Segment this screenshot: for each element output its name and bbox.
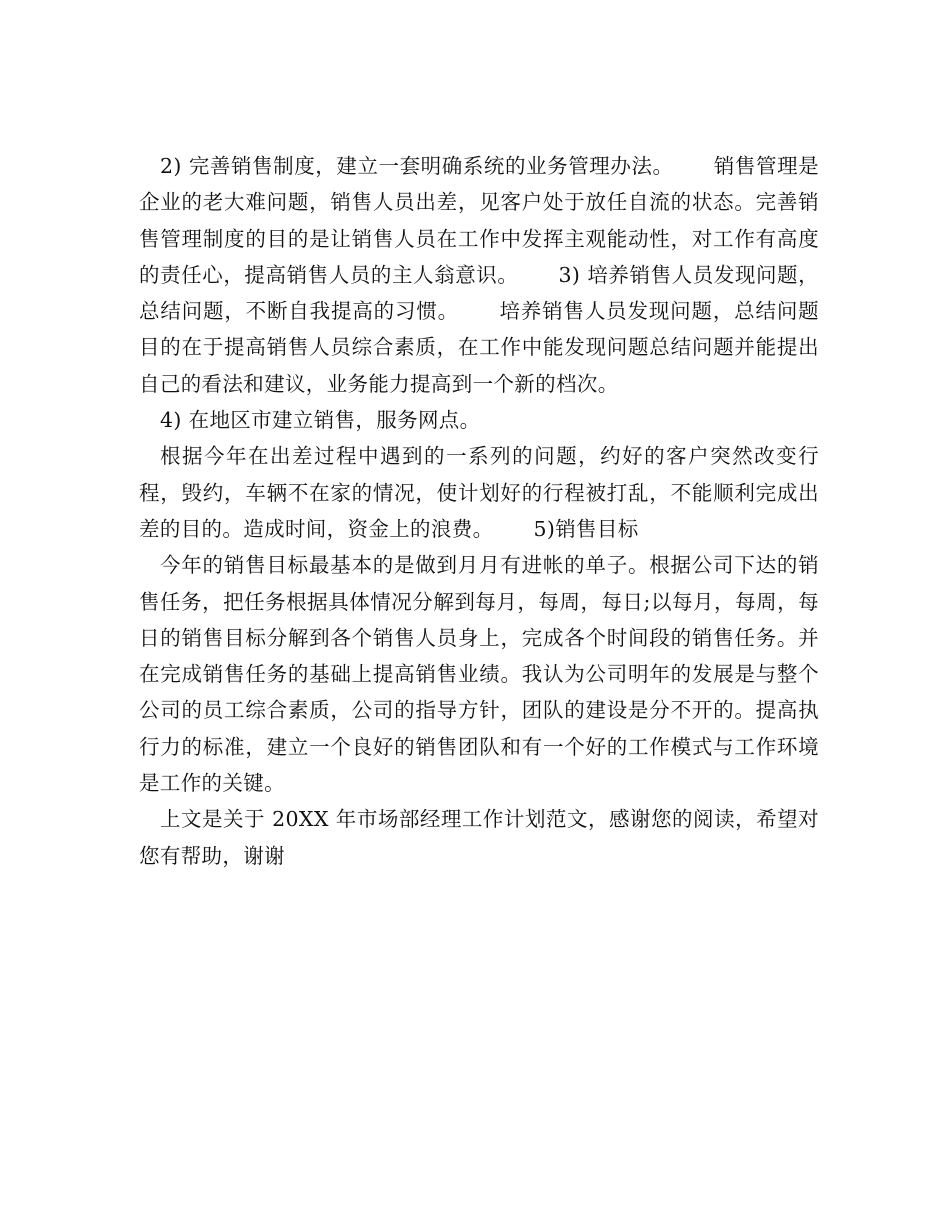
text-develop-habits: 培养销售人员发现问题，总结问题目的在于提高销售人员综合素质，在工作中能发现问题总结问题并能提出自己的看法和建议，业务能力提高到一个新的档次。: [139, 299, 819, 396]
text-sales-targets: 今年的销售目标最基本的是做到月月有进帐的单子。根据公司下达的销售任务，把任务根据具体情况分解到每月，每周，每日;以每月，每周，每日的销售目标分解到各个销售人员身上，完成各个时间段的销售任务。并在完成销售任务的基础上提高销售业绩。我认为公司明年的发展是与整个公司的员工综合素质，公司的指导方针，团队的建设是分不开的。提高执行力的标准，建立一个良好的销售团队和有一个好的工作模式与工作环境是工作的关键。: [139, 553, 819, 796]
paragraph-sales-targets: [139, 547, 819, 801]
heading-improve-sales-system: 2) 完善销售制度，建立一套明确系统的业务管理办法。: [160, 154, 674, 178]
text-closing: 上文是关于 20XX 年市场部经理工作计划范文，感谢您的阅读，希望对您有帮助，谢谢: [139, 807, 819, 868]
paragraph-service-outlets: [139, 402, 819, 438]
document-body: [139, 148, 819, 874]
paragraph-sales-system: [139, 148, 819, 402]
heading-develop-habits: 3) 培养销售人员发现问题，总结问题，不断自我提高的习惯。: [139, 262, 819, 324]
heading-sales-targets: 5)销售目标: [533, 516, 639, 541]
text-travel-issues: 根据今年在出差过程中遇到的一系列的问题，约好的客户突然改变行程，毁约，车辆不在家的情况，使计划好的行程被打乱，不能顺利完成出差的目的。造成时间，资金上的浪费。: [139, 444, 819, 541]
paragraph-travel-issues: [139, 438, 819, 547]
heading-service-outlets: 4) 在地区市建立销售，服务网点。: [160, 408, 481, 433]
paragraph-closing: [139, 801, 819, 874]
text-sales-management: 销售管理是企业的老大难问题，销售人员出差，见客户处于放任自流的状态。完善销售管理制度的目的是让销售人员在工作中发挥主观能动性，对工作有高度的责任心，提高销售人员的主人翁意识。: [139, 154, 820, 287]
